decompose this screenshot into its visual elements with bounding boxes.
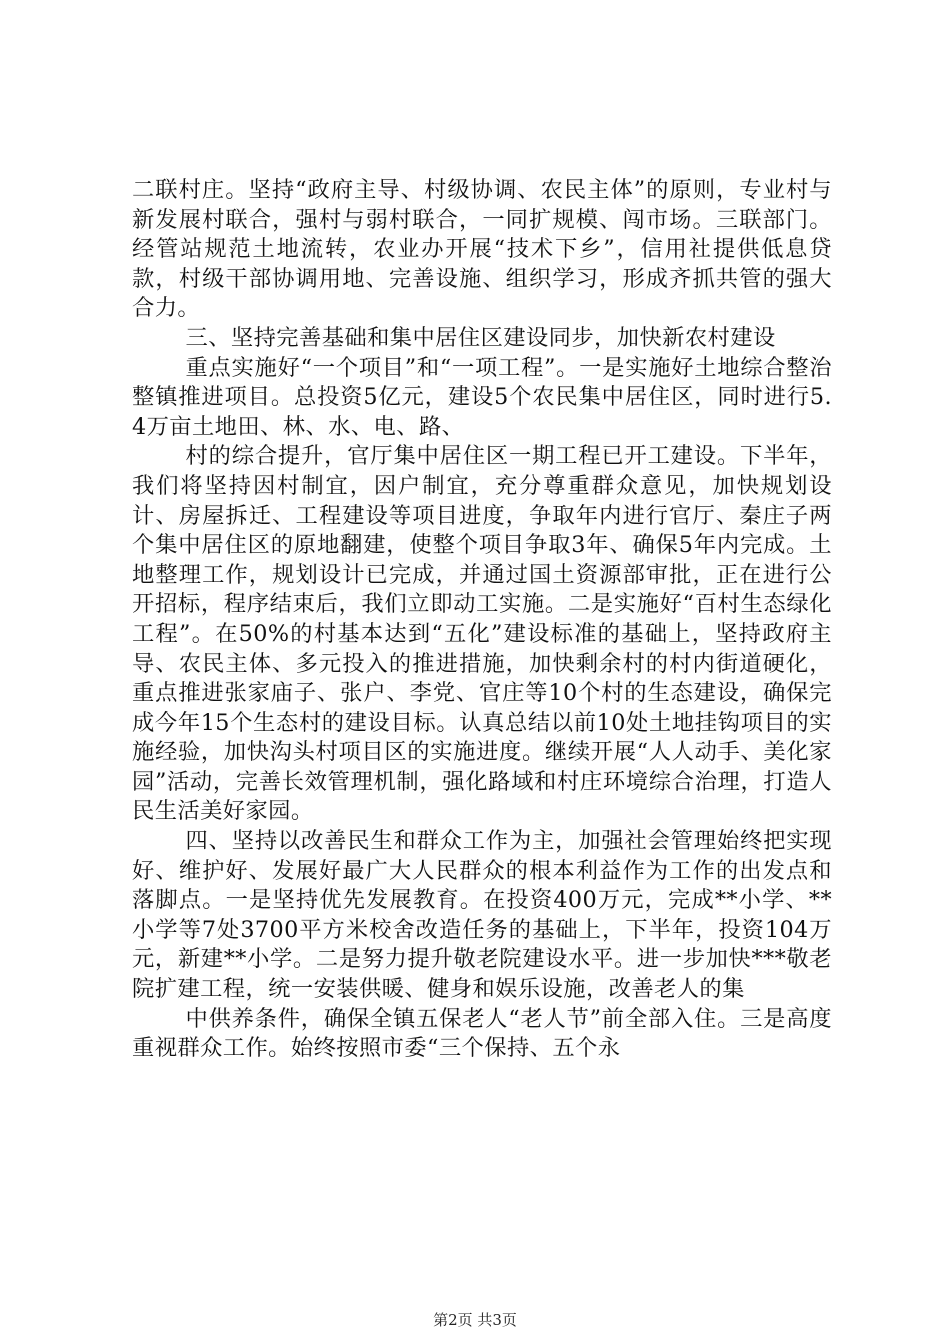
page-footer: 第2页 共3页 <box>433 1311 517 1329</box>
paragraph: 中供养条件，确保全镇五保老人“老人节”前全部入住。三是高度重视群众工作。始终按照市委“三个保持、五个永 <box>132 1005 832 1062</box>
paragraph: 重点实施好“一个项目”和“一项工程”。一是实施好土地综合整治整镇推进项目。总投资5亿元，建设5个农民集中居住区，同时进行5.4万亩土地田、林、水、电、路、 <box>132 354 832 440</box>
section-heading-3: 三、坚持完善基础和集中居住区建设同步，加快新农村建设 <box>185 324 776 351</box>
paragraph-continuation: 二联村庄。坚持“政府主导、村级协调、农民主体”的原则，专业村与新发展村联合，强村与弱村联合，一同扩规模、闯市场。三联部门。经管站规范土地流转，农业办开展“技术下乡”，信用社提供低息贷款，村级干部协调用地、完善设施、组织学习，形成齐抓共管的强大合力。 <box>132 177 832 322</box>
section-heading-4: 四、坚持以改善民生和群众工作为主，加强社会管理始终把实现好、维护好、发展好最广大人民群众的根本利益作为工作的出发点和落脚点。一是坚持优先发展教育。在投资400万元，完成**小学、**小学等7处3700平方米校舍改造任务的基础上，下半年，投资104万元，新建**小学。二是努力提升敬老院建设水平。进一步加快***敬老院扩建工程，统一安装供暖、健身和娱乐设施，改善老人的集 <box>132 828 832 1003</box>
document-body <box>132 176 832 1064</box>
paragraph: 村的综合提升，官厅集中居住区一期工程已开工建设。下半年，我们将坚持因村制宜，因户制宜，充分尊重群众意见，加快规划设计、房屋拆迁、工程建设等项目进度，争取年内进行官厅、秦庄子两个集中居住区的原地翻建，使整个项目争取3年、确保5年内完成。土地整理工作，规划设计已完成，并通过国土资源部审批，正在进行公开招标，程序结束后，我们立即动工实施。二是实施好“百村生态绿化工程”。在50%的村基本达到“五化”建设标准的基础上，坚持政府主导、农民主体、多元投入的推进措施，加快剩余村的村内街道硬化，重点推进张家庙子、张户、李党、官庄等10个村的生态建设，确保完成今年15个生态村的建设目标。认真总结以前10处土地挂钩项目的实施经验，加快沟头村项目区的实施进度。继续开展“人人动手、美化家园”活动，完善长效管理机制，强化路域和村庄环境综合治理，打造人民生活美好家园。 <box>132 443 832 825</box>
